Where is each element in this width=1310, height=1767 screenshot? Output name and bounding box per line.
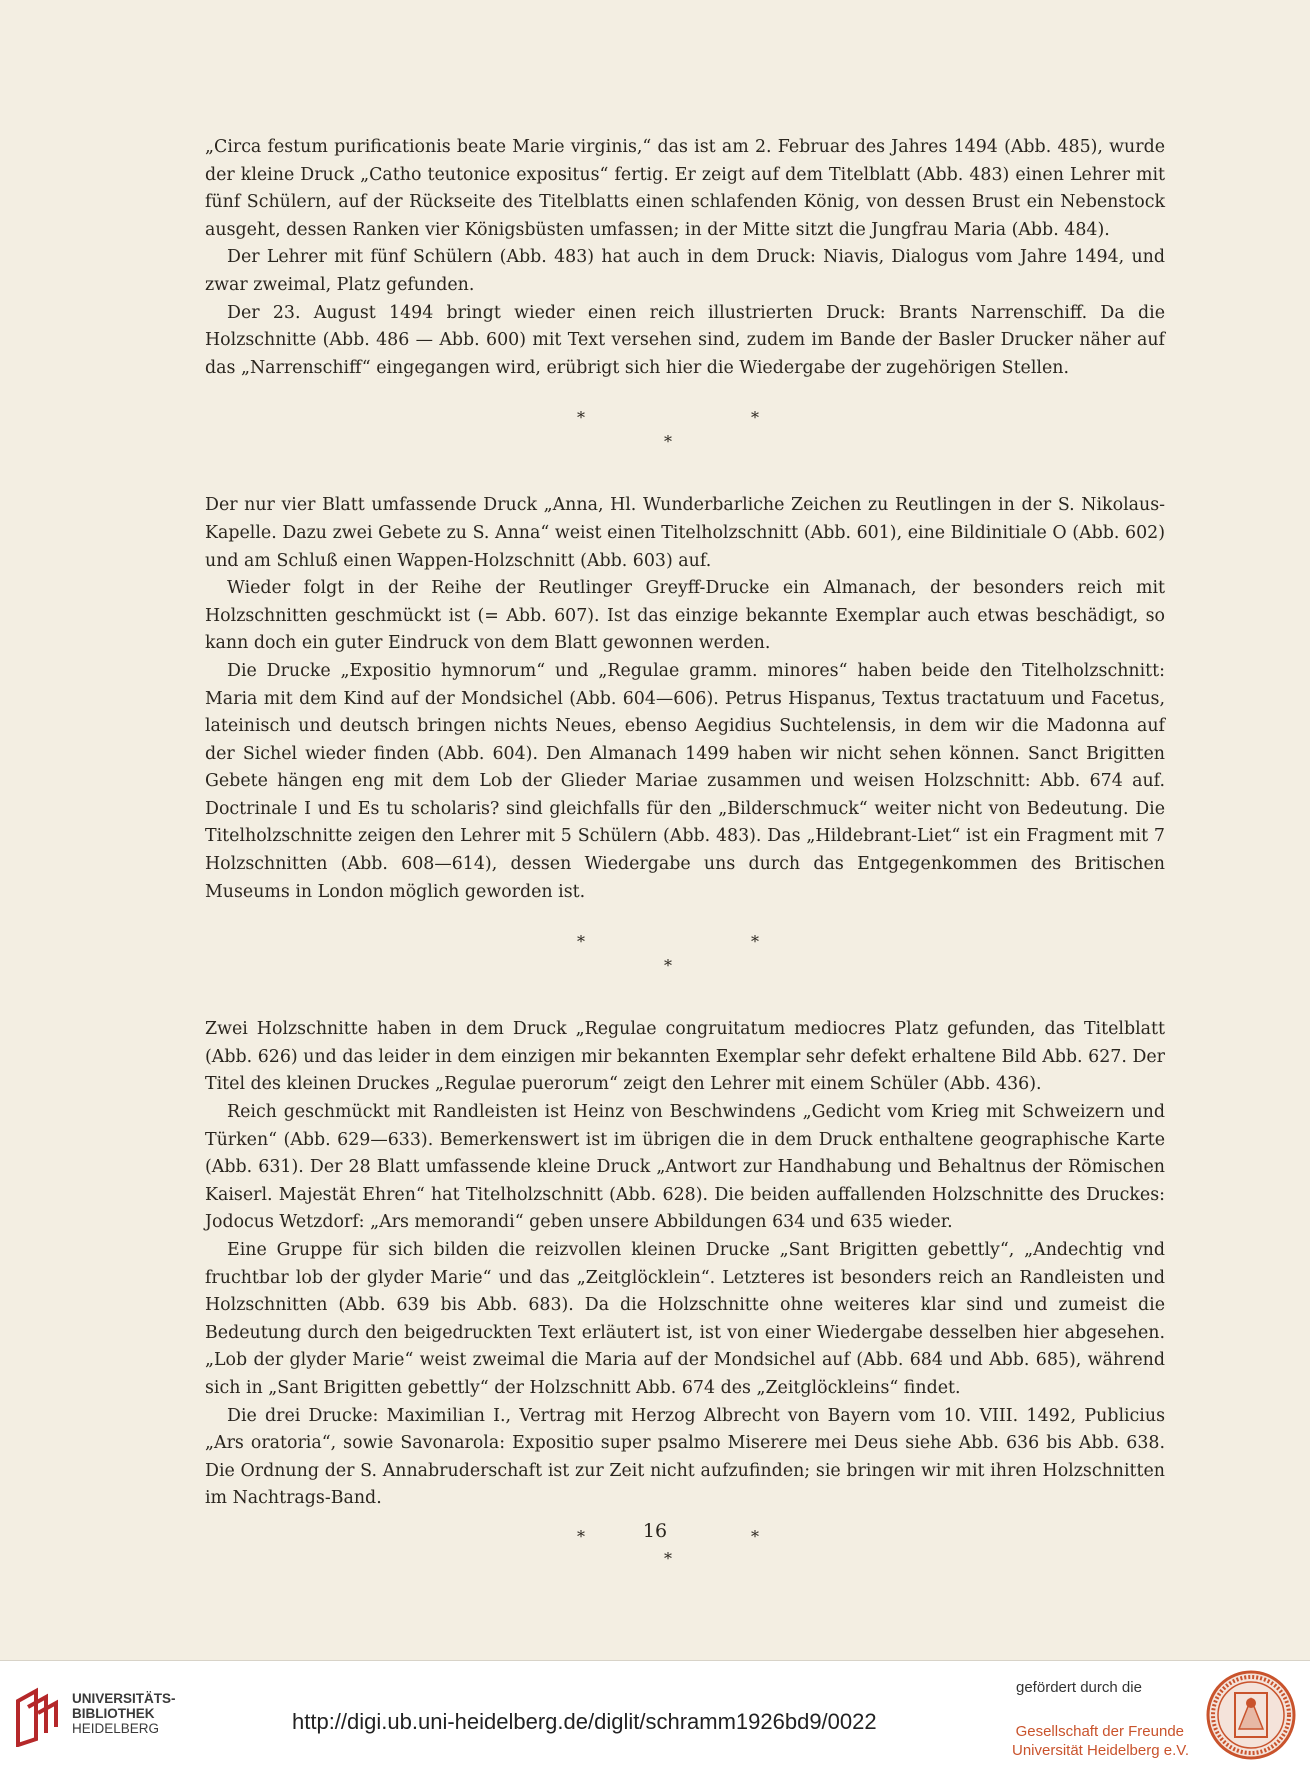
body-text: [205, 134, 1165, 1573]
page-number: 16: [642, 1520, 668, 1542]
separator-star: *: [664, 1548, 672, 1568]
paragraph: Reich geschmückt mit Randleisten ist Heinz von Beschwindens „Gedicht vom Krieg mit Schweizern und Türken“ (Abb. 629—633). Bemerkenswert ist im übrigen die in dem Druck enthaltene geographische Karte (Abb. 631). Der 28 Blatt umfassende kleine Druck „Antwort zur Handhabung und Behaltnus der Römischen Kaiserl. Majestät Ehren“ hat Titelholzschnitt (Abb. 628). Die beiden auffallenden Holzschnitte des Druckes: Jodocus Wetzdorf: „Ars memorandi“ geben unsere Abbildungen 634 und 635 wieder.: [205, 1102, 1165, 1233]
sponsor-label: gefördert durch die: [1016, 1679, 1142, 1696]
permalink-url[interactable]: http://digi.ub.uni-heidelberg.de/diglit/schramm1926bd9/0022: [292, 1709, 877, 1734]
paragraph: Der nur vier Blatt umfassende Druck „Anna, Hl. Wunderbarliche Zeichen zu Reutlingen in der S. Nikolaus-Kapelle. Dazu zwei Gebete zu S. Anna“ weist einen Titelholzschnitt (Abb. 601), eine Bildinitiale O (Abb. 602) und am Schluß einen Wappen-Holzschnitt (Abb. 603) auf.: [205, 495, 1165, 571]
separator-star: *: [751, 932, 759, 952]
library-name-line: BIBLIOTHEK: [72, 1706, 155, 1721]
paragraph: Zwei Holzschnitte haben in dem Druck „Regulae congruitatum mediocres Platz gefunden, das Titelblatt (Abb. 626) und das leider in dem einzigen mir bekannten Exemplar sehr defekt erhaltene Bild Abb. 627. Der Titel des kleinen Druckes „Regulae puerorum“ zeigt den Lehrer mit einem Schüler (Abb. 436).: [205, 1019, 1165, 1095]
paragraph: „Circa festum purificationis beate Marie virginis,“ das ist am 2. Februar des Jahres 1494 (Abb. 485), wurde der kleine Druck „Catho teutonice expositus“ fertig. Er zeigt auf dem Titelblatt (Abb. 483) einen Lehrer mit fünf Schülern, auf der Rückseite des Titelblatts einen schlafenden König, von dessen Brust ein Nebenstock ausgeht, dessen Ranken vier Königsbüsten umfassen; in der Mitte sitzt die Jungfrau Maria (Abb. 484).: [205, 137, 1165, 240]
footer-bar: [0, 1660, 1310, 1767]
university-seal-icon: [1205, 1669, 1297, 1761]
separator-star: *: [664, 956, 672, 976]
sponsor-name-line: Universität Heidelberg e.V.: [1012, 1742, 1190, 1759]
paragraph: Eine Gruppe für sich bilden die reizvollen kleinen Drucke „Sant Brigitten gebettly“, „Andechtig vnd fruchtbar lob der glyder Marie“ und das „Zeitglöcklein“. Letzteres ist besonders reich an Randleisten und Holzschnitten (Abb. 639 bis Abb. 683). Da die Holzschnitte ohne weiteres klar sind und zumeist die Bedeutung durch den beigedruckten Text erläutert ist, ist von einer Wiedergabe desselben hier abgesehen. „Lob der glyder Marie“ weist zweimal die Maria auf der Mondsichel auf (Abb. 684 und Abb. 685), während sich in „Sant Brigitten gebettly“ der Holzschnitt Abb. 674 des „Zeitglöckleins“ findet.: [205, 1240, 1165, 1398]
section-separator: [205, 382, 1165, 492]
section-separator: [205, 906, 1165, 1016]
sponsor-name-line: Gesellschaft der Freunde: [1015, 1723, 1184, 1740]
separator-star: *: [751, 408, 759, 428]
separator-star: *: [577, 408, 585, 428]
separator-star: *: [577, 1526, 585, 1546]
paragraph: Wieder folgt in der Reihe der Reutlinger Greyff-Drucke ein Almanach, der besonders reich mit Holzschnitten geschmückt ist (= Abb. 607). Ist das einzige bekannte Exemplar auch etwas beschädigt, so kann doch ein guter Eindruck von dem Blatt gewonnen werden.: [205, 578, 1165, 654]
library-name: [72, 1691, 176, 1736]
paragraph: Die drei Drucke: Maximilian I., Vertrag mit Herzog Albrecht von Bayern vom 10. VIII. 1492, Publicius „Ars oratoria“, sowie Savonarola: Expositio super psalmo Miserere mei Deus siehe Abb. 636 bis Abb. 638. Die Ordnung der S. Annabruderschaft ist zur Zeit nicht aufzufinden; sie bringen wir mit ihren Holzschnitten im Nachtrags-Band.: [205, 1405, 1165, 1509]
library-name-line: HEIDELBERG: [72, 1721, 160, 1736]
sponsor-block: [1012, 1679, 1192, 1760]
library-name-line: UNIVERSITÄTS-: [72, 1691, 176, 1706]
separator-star: *: [751, 1526, 759, 1546]
paragraph: Der Lehrer mit fünf Schülern (Abb. 483) hat auch in dem Druck: Niavis, Dialogus vom Jahre 1494, und zwar zweimal, Platz gefunden.: [205, 247, 1165, 295]
separator-star: *: [577, 932, 585, 952]
paragraph: Der 23. August 1494 bringt wieder einen reich illustrierten Druck: Brants Narrenschiff. Da die Holzschnitte (Abb. 486 — Abb. 600) mit Text versehen sind, zudem im Bande der Basler Drucker näher auf das „Narrenschiff“ eingegangen wird, erübrigt sich hier die Wiedergabe der zugehörigen Stellen.: [205, 302, 1165, 378]
paragraph: Die Drucke „Expositio hymnorum“ und „Regulae gramm. minores“ haben beide den Titelholzschnitt: Maria mit dem Kind auf der Mondsichel (Abb. 604—606). Petrus Hispanus, Textus tractatuum und Facetus, lateinisch und deutsch bringen nichts Neues, ebenso Aegidius Suchtelensis, in dem wir die Madonna auf der Sichel wieder finden (Abb. 604). Den Almanach 1499 haben wir nicht sehen können. Sanct Brigitten Gebete hängen eng mit dem Lob der Glieder Mariae zusammen und weisen Holzschnitt: Abb. 674 auf. Doctrinale I und Es tu scholaris? sind gleichfalls für den „Bilderschmuck“ weiter nicht von Bedeutung. Die Titelholzschnitte zeigen den Lehrer mit 5 Schülern (Abb. 483). Das „Hildebrant-Liet“ ist ein Fragment mit 7 Holzschnitten (Abb. 608—614), dessen Wiedergabe uns durch das Entgegenkommen des Britischen Museums in London möglich geworden ist.: [205, 660, 1165, 902]
sponsor-name: [1012, 1722, 1190, 1760]
separator-star: *: [664, 432, 672, 452]
library-logo-icon: [14, 1687, 60, 1747]
